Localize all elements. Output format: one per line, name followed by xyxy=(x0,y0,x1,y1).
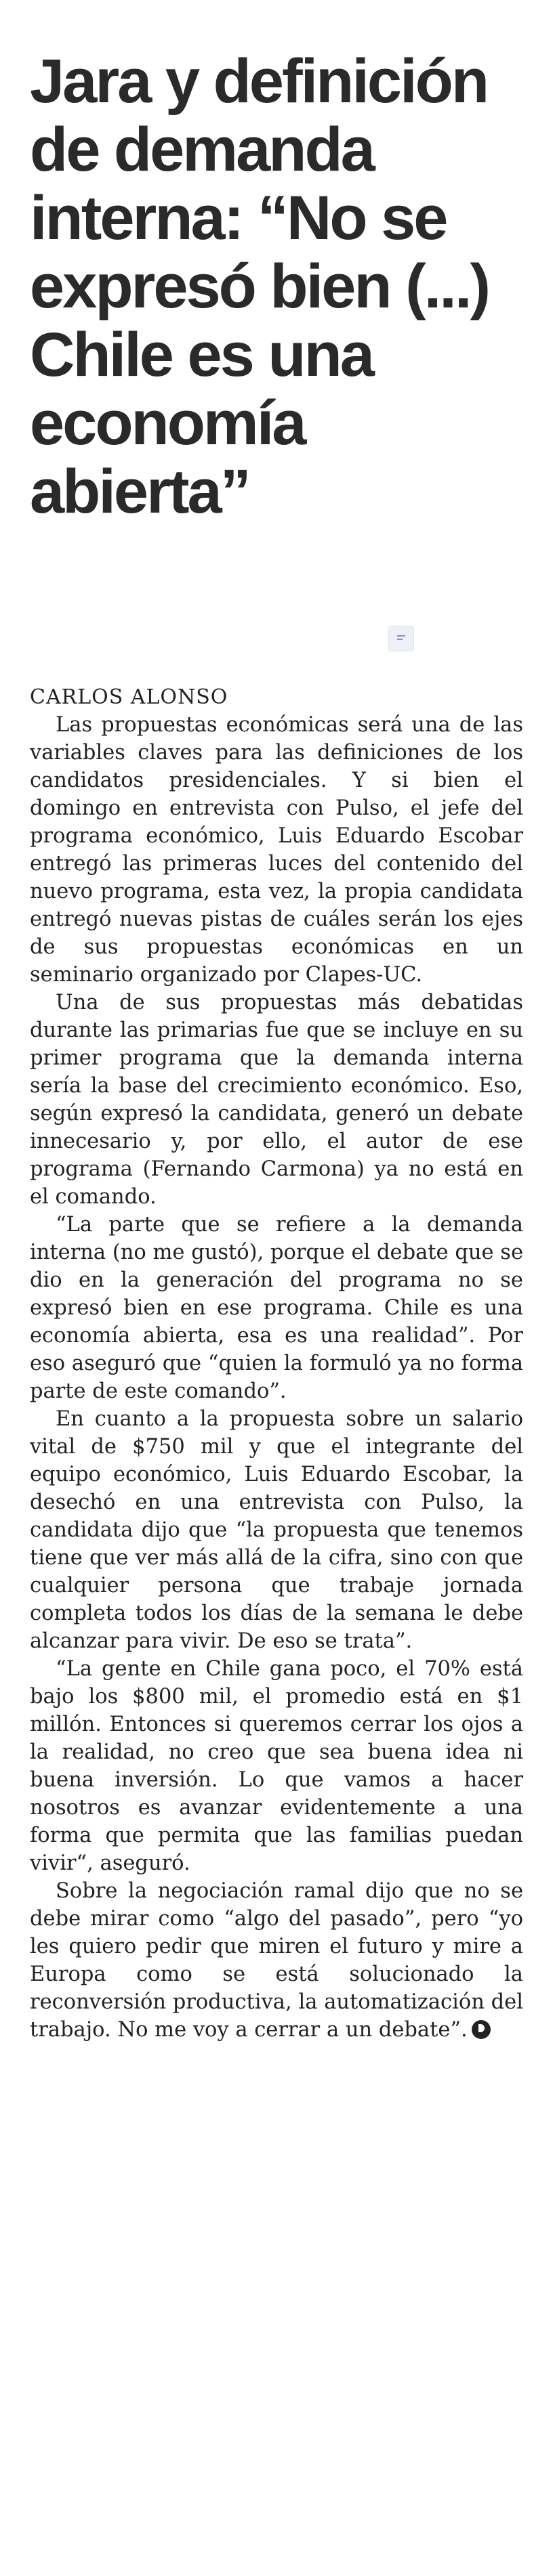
paragraph: “La gente en Chile gana poco, el 70% está bajo los $800 mil, el promedio está en $1 millón. Entonces si queremos cerrar los ojos a la realidad, no creo que sea buena idea ni buena inversión. Lo que vamos a hacer nosotros es avanzar evidentemente a una forma que permita que las familias puedan vivir“, aseguró. xyxy=(30,1657,523,1875)
text-lines-icon[interactable] xyxy=(388,626,414,651)
pulso-logo-icon xyxy=(472,2020,491,2039)
paragraph-last xyxy=(30,1877,523,2044)
article-headline: Jara y definición de demanda interna: “No se expresó bien (...) Chile es una economía abierta” xyxy=(30,47,489,526)
byline: CARLOS ALONSO xyxy=(30,685,228,709)
paragraph: Las propuestas económicas será una de las variables claves para las definiciones de los candidatos presidenciales. Y si bien el domingo en entrevista con Pulso, el jefe del programa económico, Luis Eduardo Escobar entregó las primeras luces del contenido del nuevo programa, esta vez, la propia candidata entregó nuevas pistas de cuáles serán los ejes de sus propuestas económicas en un seminario organizado por Clapes-UC. xyxy=(30,713,523,987)
paragraph-text: Sobre la negociación ramal dijo que no se debe mirar como “algo del pasado”, pero “yo les quiero pedir que miren el futuro y mire a Europa como se está solucionado la reconversión productiva, la automatización del trabajo. No me voy a cerrar a un debate”. xyxy=(30,1879,523,2042)
paragraph: “La parte que se refiere a la demanda interna (no me gustó), porque el debate que se dio en la generación del programa no se expresó bien en ese programa. Chile es una economía abierta, esa es una realidad”. Por eso aseguró que “quien la formuló ya no forma parte de este comando”. xyxy=(30,1213,523,1403)
paragraph: Una de sus propuestas más debatidas durante las primarias fue que se incluye en su primer programa que la demanda interna sería la base del crecimiento económico. Eso, según expresó la candidata, generó un debate innecesario y, por ello, el autor de ese programa (Fernando Carmona) ya no está en el comando. xyxy=(30,991,523,1209)
article-body xyxy=(30,711,523,2044)
paragraph: En cuanto a la propuesta sobre un salario vital de $750 mil y que el integrante del equipo económico, Luis Eduardo Escobar, la desechó en una entrevista con Pulso, la candidata dijo que “la propuesta que tenemos tiene que ver más allá de la cifra, sino con que cualquier persona que trabaje jornada completa todos los días de la semana le debe alcanzar para vivir. De eso se trata”. xyxy=(30,1407,523,1653)
